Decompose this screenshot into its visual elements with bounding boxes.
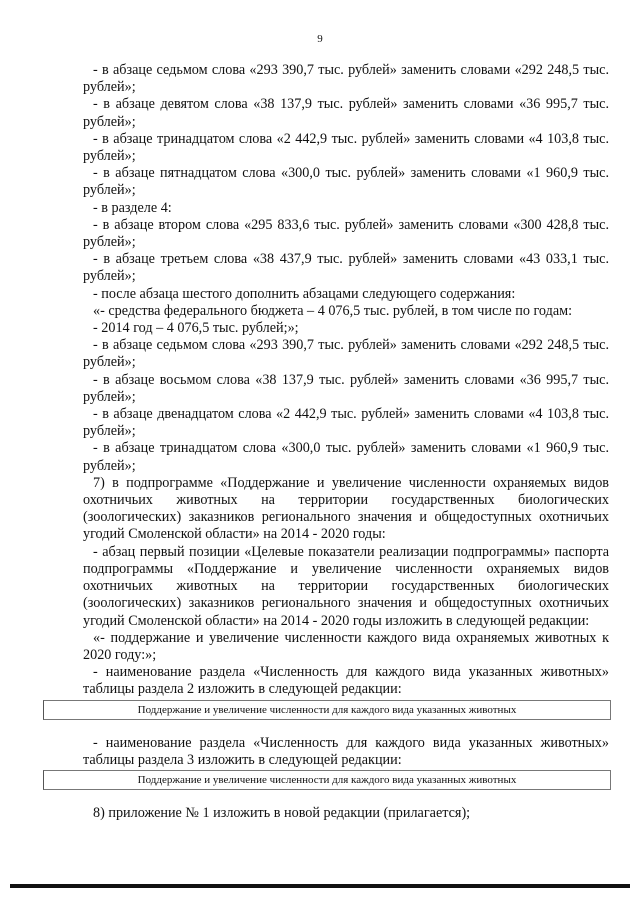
paragraph: - в абзаце втором слова «295 833,6 тыс. рублей» заменить словами «300 428,8 тыс. рублей»; xyxy=(83,216,609,251)
section3-paragraph: - наименование раздела «Численность для каждого вида указанных животных» таблицы раздела 3 изложить в следующей редакции: xyxy=(83,734,609,768)
paragraph: - абзац первый позиции «Целевые показатели реализации подпрограммы» паспорта подпрограммы «Поддержание и увеличение численности охраняемых видов охотничьих животных на территории государственных биологических (зоологических) заказников регионального значения и общедоступных охотничьих угодий Смоленской области» на 2014 - 2020 годы изложить в следующей редакции: xyxy=(83,543,609,629)
paragraph: «- поддержание и увеличение численности каждого вида охраняемых животных к 2020 году:»; xyxy=(83,629,609,663)
final-paragraph: 8) приложение № 1 изложить в новой редакции (прилагается); xyxy=(93,804,471,821)
section3-table-cell: Поддержание и увеличение численности для каждого вида указанных животных xyxy=(43,770,611,790)
paragraph: - в абзаце третьем слова «38 437,9 тыс. рублей» заменить словами «43 033,1 тыс. рублей»; xyxy=(83,251,609,285)
paragraph: - в абзаце восьмом слова «38 137,9 тыс. рублей» заменить словами «36 995,7 тыс. рублей»; xyxy=(83,371,609,405)
paragraph: - в абзаце тринадцатом слова «2 442,9 тыс. рублей» заменить словами «4 103,8 тыс. рублей»; xyxy=(83,130,609,165)
paragraph: - после абзаца шестого дополнить абзацами следующего содержания: xyxy=(93,285,516,302)
section2-table-cell: Поддержание и увеличение численности для каждого вида указанных животных xyxy=(43,700,611,720)
scan-edge-bar xyxy=(10,884,630,888)
paragraph: «- средства федерального бюджета – 4 076,5 тыс. рублей, в том числе по годам: xyxy=(93,302,573,319)
paragraph: - 2014 год – 4 076,5 тыс. рублей;»; xyxy=(93,320,299,337)
paragraph: - в абзаце пятнадцатом слова «300,0 тыс. рублей» заменить словами «1 960,9 тыс. рублей»; xyxy=(83,165,609,199)
paragraph: - в абзаце тринадцатом слова «300,0 тыс. рублей» заменить словами «1 960,9 тыс. рублей»; xyxy=(83,440,609,474)
paragraph: - в абзаце седьмом слова «293 390,7 тыс. рублей» заменить словами «292 248,5 тыс. рублей»; xyxy=(83,337,609,371)
document-body xyxy=(83,62,609,822)
paragraph: - в абзаце седьмом слова «293 390,7 тыс. рублей» заменить словами «292 248,5 тыс. рублей»; xyxy=(83,62,609,96)
section2-paragraph: - наименование раздела «Численность для каждого вида указанных животных» таблицы раздела 2 изложить в следующей редакции: xyxy=(83,664,609,698)
paragraph: - в абзаце девятом слова «38 137,9 тыс. рублей» заменить словами «36 995,7 тыс. рублей»; xyxy=(83,96,609,130)
paragraph: - в абзаце двенадцатом слова «2 442,9 тыс. рублей» заменить словами «4 103,8 тыс. рублей»; xyxy=(83,406,609,440)
page-number: 9 xyxy=(317,33,323,45)
paragraph: 7) в подпрограмме «Поддержание и увеличение численности охраняемых видов охотничьих животных на территории государственных биологических (зоологических) заказников регионального значения и общедоступных охотничьих угодий Смоленской области» на 2014 - 2020 годы: xyxy=(83,474,609,543)
paragraph: - в разделе 4: xyxy=(93,199,172,216)
